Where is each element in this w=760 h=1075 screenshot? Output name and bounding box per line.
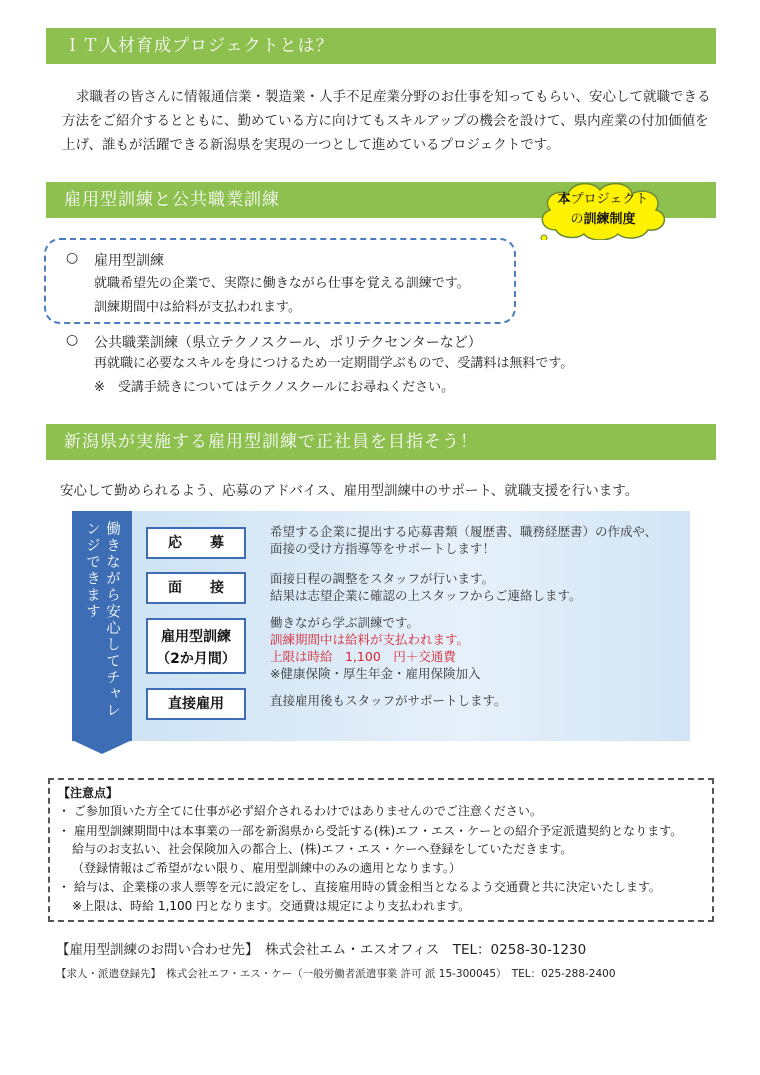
intro-line: 求職者の皆さんに情報通信業・製造業・人手不足産業分野のお仕事を知ってもらい、安心して就職できる: [76, 89, 711, 105]
intro-line: 方法をご紹介するとともに、勤めている方に向けてもスキルアップの機会を設けて、県内産業の付加価値を: [62, 113, 709, 129]
notes-heading: 【注意点】: [58, 786, 119, 800]
section-title: 雇用型訓練と公共職業訓練: [64, 190, 280, 210]
intro-line: 上げ、誰もが活躍できる新潟県を実現の一つとして進めているプロジェクトです。: [62, 137, 560, 153]
step-tag-application: 応 募: [146, 527, 246, 559]
step-tag-interview: 面 接: [146, 572, 246, 604]
down-arrow-icon: [72, 740, 132, 760]
section-title: ＩＴ人材育成プロジェクトとは？: [64, 36, 334, 56]
bullet-circle: ○: [66, 332, 79, 348]
step-description: 希望する企業に提出する応募書類（履歴書、職務経歴書）の作成や、 面接の受け方指導等をサポートします！: [270, 524, 658, 556]
item-description: 再就職に必要なスキルを身につけるため一定期間学ぶもので、受講料は無料です。 ※ 受講手続きについてはテクノスクールにお尋ねください。: [94, 356, 574, 395]
section-header-niigata: [46, 424, 716, 460]
section-header-it-project: [46, 28, 716, 64]
side-banner-text: 働きながら安心してチャレンジできます: [84, 521, 120, 719]
step-tag-employment-training: 雇用型訓練 （2か月間）: [146, 618, 246, 674]
note-line: ・ 雇用型訓練期間中は本事業の一部を新潟県から受託する(株)エフ・エス・ケーとの紹介予定派遣契約となります。: [58, 824, 683, 838]
note-line: （登録情報はご希望がない限り、雇用型訓練中のみの適用となります。）: [72, 861, 462, 875]
item-description: 就職希望先の企業で、実際に働きながら仕事を覚える訓練です。 訓練期間中は給料が支払われます。: [94, 276, 470, 315]
section-title: 新潟県が実施する雇用型訓練で正社員を目指そう！: [64, 432, 478, 452]
note-line: ※上限は、時給 1,100 円となります。交通費は規定により支払われます。: [72, 899, 471, 913]
step-description: 直接雇用後もスタッフがサポートします。: [270, 693, 507, 708]
contact-main: 【雇用型訓練のお問い合わせ先】 株式会社エム・エスオフィス TEL：0258-30-1230: [56, 942, 587, 958]
item-title-public-training: 公共職業訓練（県立テクノスクール、ポリテクセンターなど）: [94, 335, 482, 351]
intro-paragraph: [62, 85, 722, 157]
step-description: 面接日程の調整をスタッフが行います。 結果は志望企業に確認の上スタッフからご連絡します。: [270, 571, 582, 603]
step-tag-direct-hire: 直接雇用: [146, 688, 246, 720]
item-title-employment-training: 雇用型訓練: [94, 253, 164, 269]
bullet-circle: ○: [66, 250, 79, 266]
step-description: 働きながら学ぶ訓練です。 訓練期間中は給料が支払われます。 上限は時給 1,100 円＋交通費 ※健康保険・厚生年金・雇用保険加入: [270, 615, 481, 681]
contact-sub: 【求人・派遣登録先】 株式会社エフ・エス・ケー（一般労働者派遣事業 許可 派 15-300045） TEL：025-288-2400: [56, 968, 616, 980]
note-line: ・ 給与は、企業様の求人票等を元に設定をし、直接雇用時の賃金相当となるよう交通費と共に決定いたします。: [58, 880, 661, 894]
note-line: 給与のお支払い、社会保険加入の都合上、(株)エフ・エス・ケーへ登録をしていただきます。: [72, 842, 573, 856]
note-line: ・ ご参加頂いた方全てに仕事が必ず紹介されるわけではありませんのでご注意ください。: [58, 804, 542, 818]
support-intro: 安心して勤められるよう、応募のアドバイス、雇用型訓練中のサポート、就職支援を行います。: [60, 483, 639, 499]
cloud-callout-text: 本プロジェクト の訓練制度: [557, 192, 649, 227]
